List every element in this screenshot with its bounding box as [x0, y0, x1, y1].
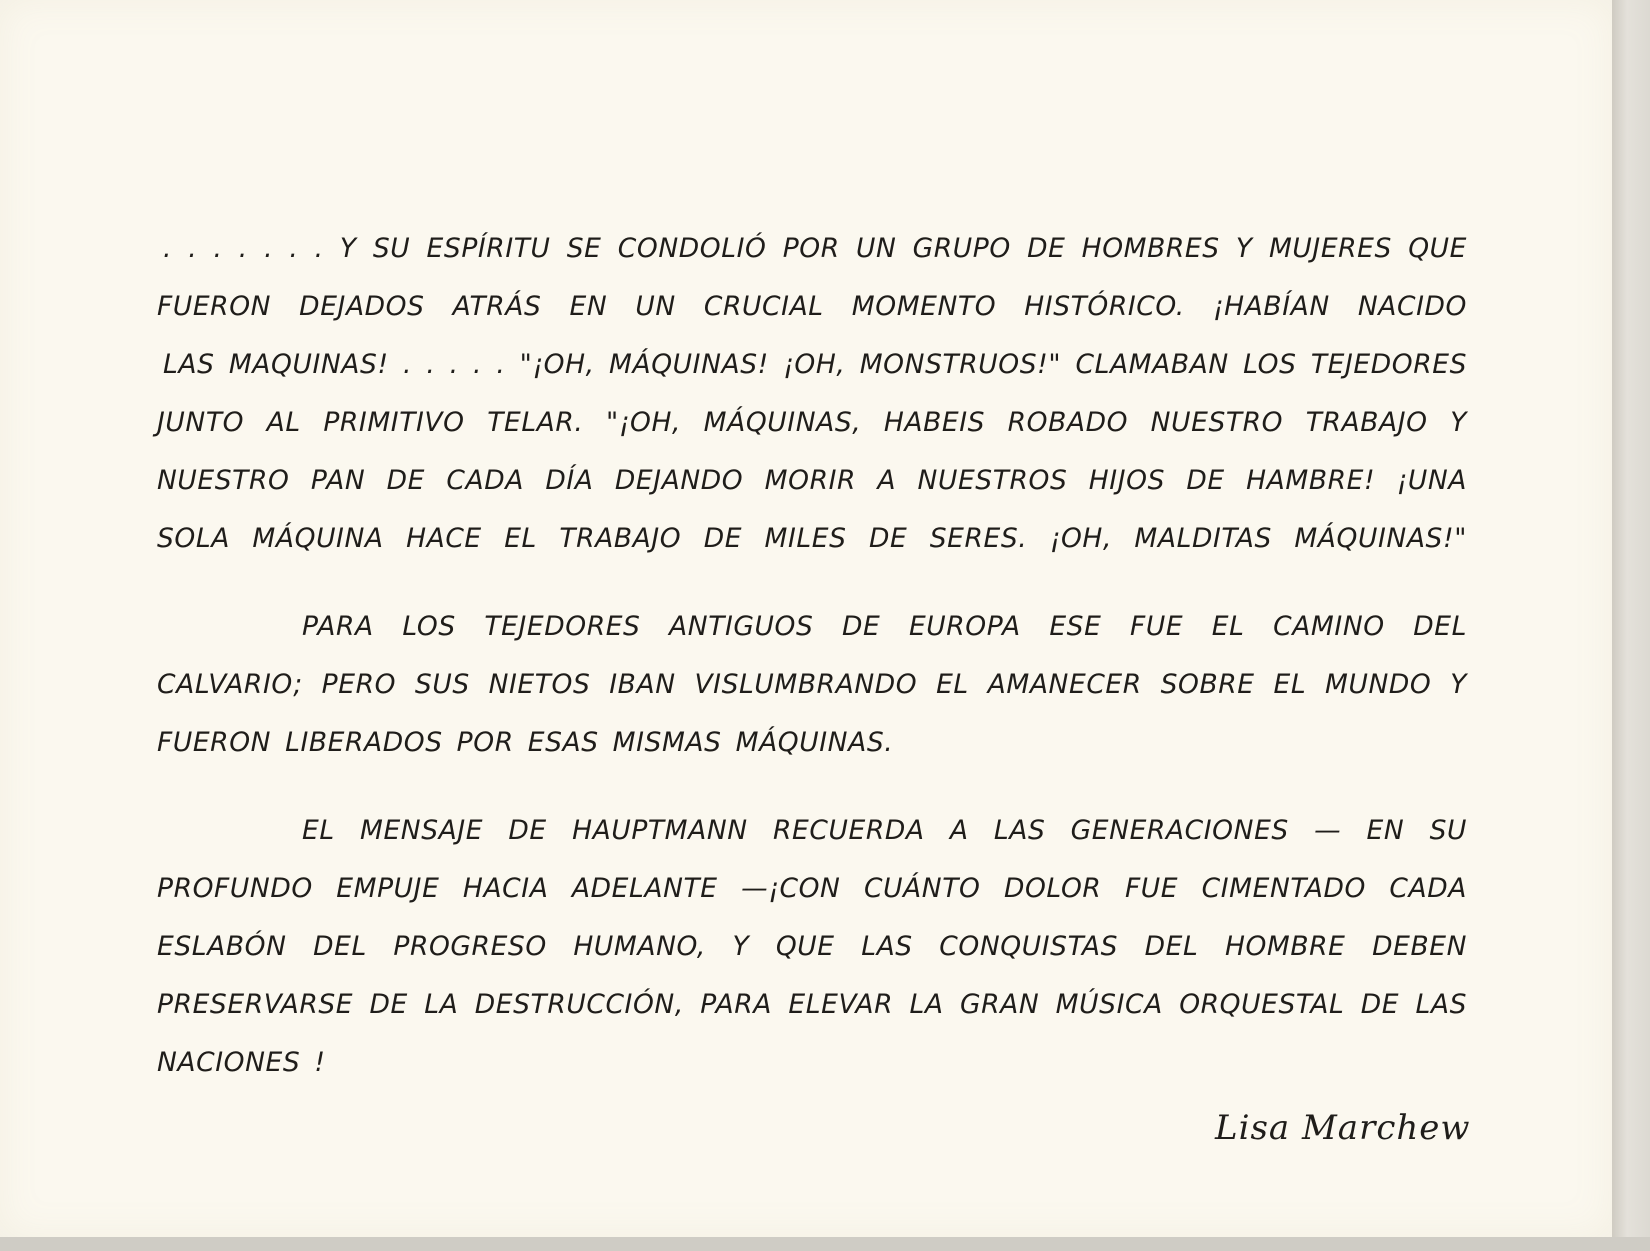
text-line: PARA LOS TEJEDORES ANTIGUOS DE EUROPA ESE FUE EL CAMINO DEL — [302, 611, 1467, 642]
text-line: ESLABÓN DEL PROGRESO HUMANO, Y QUE LAS CONQUISTAS DEL HOMBRE DEBEN — [157, 931, 1467, 962]
signature: Lisa Marchew — [1215, 1108, 1471, 1148]
text-line: NUESTRO PAN DE CADA DÍA DEJANDO MORIR A NUESTROS HIJOS DE HAMBRE! ¡UNA — [157, 465, 1467, 496]
scan-edge-right — [1612, 0, 1650, 1251]
text-line: LAS MAQUINAS! . . . . . "¡OH, MÁQUINAS! ¡OH, MONSTRUOS!" CLAMABAN LOS TEJEDORES — [163, 349, 1467, 380]
text-line: PROFUNDO EMPUJE HACIA ADELANTE —¡CON CUÁNTO DOLOR FUE CIMENTADO CADA — [157, 873, 1467, 904]
paragraph-3 — [157, 802, 1467, 1092]
paragraph-1 — [157, 220, 1467, 568]
text-line: FUERON LIBERADOS POR ESAS MISMAS MÁQUINAS. — [157, 727, 894, 758]
text-line: NACIONES ! — [157, 1047, 326, 1078]
text-line: SOLA MÁQUINA HACE EL TRABAJO DE MILES DE SERES. ¡OH, MALDITAS MÁQUINAS!" — [157, 523, 1467, 554]
text-line: . . . . . . . Y SU ESPÍRITU SE CONDOLIÓ POR UN GRUPO DE HOMBRES Y MUJERES QUE — [163, 233, 1467, 264]
document-body — [157, 220, 1467, 1092]
text-line: PRESERVARSE DE LA DESTRUCCIÓN, PARA ELEVAR LA GRAN MÚSICA ORQUESTAL DE LAS — [157, 989, 1467, 1020]
text-line: JUNTO AL PRIMITIVO TELAR. "¡OH, MÁQUINAS, HABEIS ROBADO NUESTRO TRABAJO Y — [157, 407, 1467, 438]
text-line: EL MENSAJE DE HAUPTMANN RECUERDA A LAS GENERACIONES — EN SU — [302, 815, 1467, 846]
paragraph-spacer — [157, 772, 1467, 802]
paragraph-2 — [157, 598, 1467, 772]
scan-edge-bottom — [0, 1237, 1650, 1251]
paragraph-spacer — [157, 568, 1467, 598]
text-line: FUERON DEJADOS ATRÁS EN UN CRUCIAL MOMENTO HISTÓRICO. ¡HABÍAN NACIDO — [157, 291, 1467, 322]
text-line: CALVARIO; PERO SUS NIETOS IBAN VISLUMBRANDO EL AMANECER SOBRE EL MUNDO Y — [157, 669, 1467, 700]
